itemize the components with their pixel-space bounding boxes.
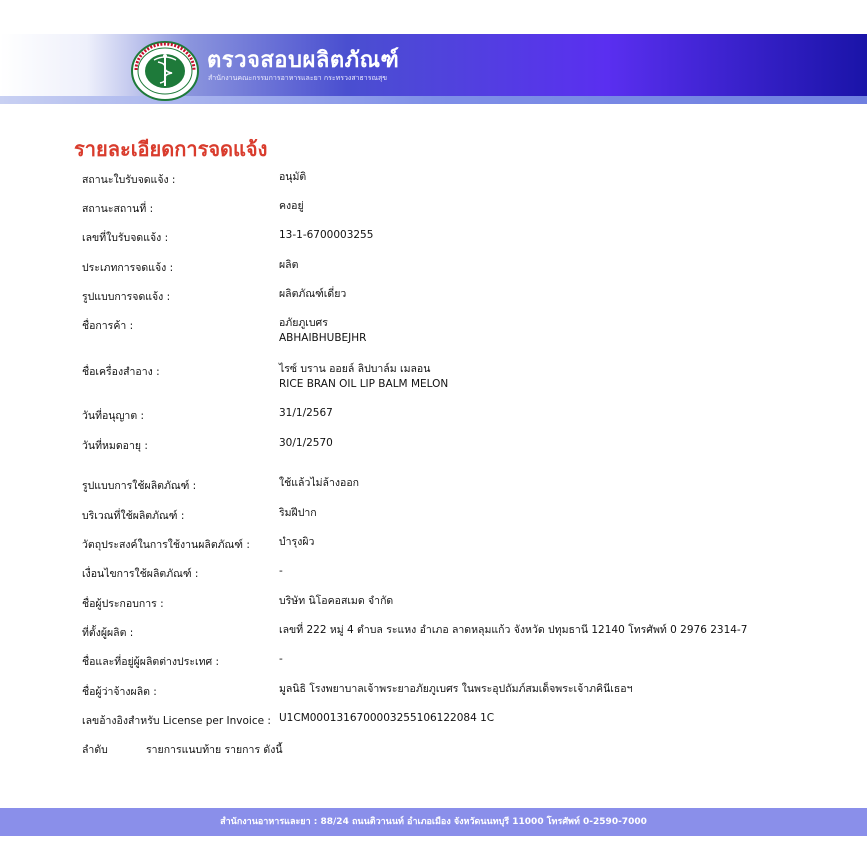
field-label: สถานะสถานที่ : <box>82 203 154 215</box>
field-value: บำรุงผิว <box>279 536 315 548</box>
field-label: วันที่หมดอายุ : <box>82 440 148 452</box>
field-label: ชื่อเครื่องสำอาง : <box>82 366 160 378</box>
field-value: ผลิตภัณฑ์เดี่ยว <box>279 288 347 300</box>
order-text: รายการแนบท้าย รายการ ดังนี้ <box>146 744 283 756</box>
field-value: - <box>279 653 283 665</box>
site-subtitle: สำนักงานคณะกรรมการอาหารและยา กระทรวงสาธารณสุข <box>208 74 388 82</box>
field-value: อนุมัติ <box>279 171 307 183</box>
order-label: ลำดับ <box>82 744 108 756</box>
field-value: ผลิต <box>279 259 299 271</box>
field-value: 13-1-6700003255 <box>279 229 374 241</box>
field-label: ชื่อและที่อยู่ผู้ผลิตต่างประเทศ : <box>82 656 220 668</box>
footer-text: สำนักงานอาหารและยา : 88/24 ถนนติวานนท์ อำเภอเมือง จังหวัดนนทบุรี 11000 โทรศัพท์ 0-2590-7000 <box>220 817 647 827</box>
field-value: ไรซ์ บราน ออยล์ ลิปบาล์ม เมลอน RICE BRAN OIL LIP BALM MELON <box>279 363 449 390</box>
field-value: เลขที่ 222 หมู่ 4 ตำบล ระแหง อำเภอ ลาดหลุมแก้ว จังหวัด ปทุมธานี 12140 โทรศัพท์ 0 2976 2314-7 <box>279 624 748 636</box>
field-value: มูลนิธิ โรงพยาบาลเจ้าพระยาอภัยภูเบศร ในพระอุปถัมภ์สมเด็จพระเจ้าภคินีเธอฯ <box>279 683 633 695</box>
field-label: ชื่อผู้ประกอบการ : <box>82 598 164 610</box>
field-label: ประเภทการจดแจ้ง : <box>82 262 174 274</box>
field-label: วันที่อนุญาต : <box>82 410 145 422</box>
field-value: - <box>279 565 283 577</box>
field-label: เงื่อนไขการใช้ผลิตภัณฑ์ : <box>82 568 199 580</box>
field-label: ชื่อผู้ว่าจ้างผลิต : <box>82 686 157 698</box>
field-value: อภัยภูเบศร ABHAIBHUBEJHR <box>279 317 367 344</box>
field-label: เลขอ้างอิงสำหรับ License per Invoice : <box>82 715 271 727</box>
field-value: 30/1/2570 <box>279 437 333 449</box>
field-value: บริษัท นิโอคอสเมด จำกัด <box>279 595 394 607</box>
field-label: วัตถุประสงค์ในการใช้งานผลิตภัณฑ์ : <box>82 539 250 551</box>
field-value: คงอยู่ <box>279 200 304 212</box>
field-value: ริมฝีปาก <box>279 507 317 519</box>
field-label: รูปแบบการใช้ผลิตภัณฑ์ : <box>82 480 197 492</box>
field-label: ชื่อการค้า : <box>82 320 134 332</box>
field-value: ใช้แล้วไม่ล้างออก <box>279 477 359 489</box>
footer-bar <box>0 808 867 836</box>
field-label: เลขที่ใบรับจดแจ้ง : <box>82 232 169 244</box>
field-label: รูปแบบการจดแจ้ง : <box>82 291 171 303</box>
field-label: สถานะใบรับจดแจ้ง : <box>82 174 176 186</box>
field-label: ที่ตั้งผู้ผลิต : <box>82 627 134 639</box>
field-label: บริเวณที่ใช้ผลิตภัณฑ์ : <box>82 510 185 522</box>
page-title: รายละเอียดการจดแจ้ง <box>74 137 268 161</box>
field-value: 31/1/2567 <box>279 407 333 419</box>
site-title: ตรวจสอบผลิตภัณฑ์ <box>207 48 400 73</box>
field-value: U1CM0001316700003255106122084 1C <box>279 712 495 724</box>
